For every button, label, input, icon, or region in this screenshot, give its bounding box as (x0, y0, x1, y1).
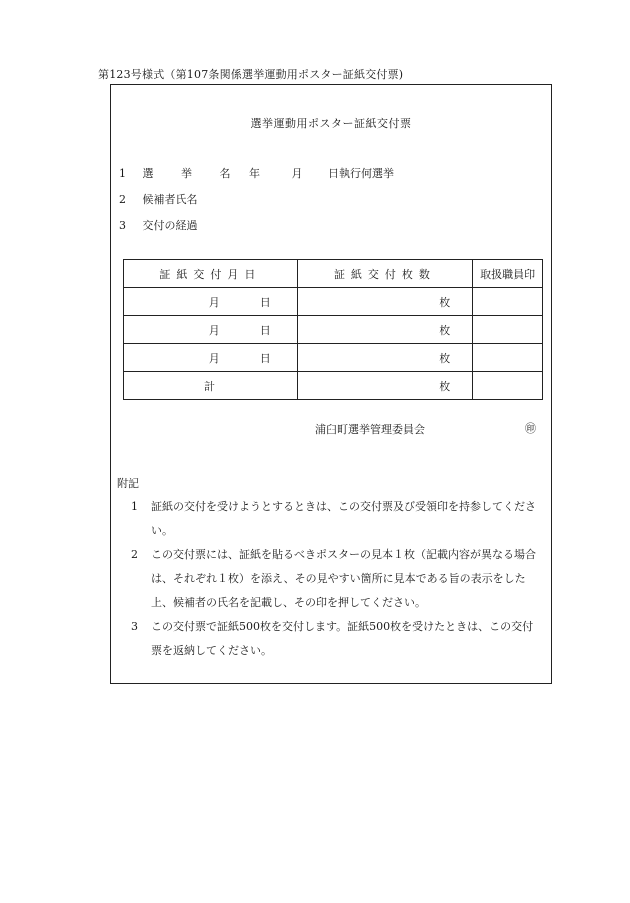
item-label: 選 挙 名 (142, 167, 243, 180)
item-number: 3 (119, 219, 126, 232)
issuance-table (123, 259, 543, 400)
count-cell: 枚 (297, 344, 472, 372)
count-cell: 枚 (297, 288, 472, 316)
form-number: 第123号様式（第107条関係選挙運動用ポスター証紙交付票) (98, 68, 404, 81)
month-label: 月 (208, 351, 220, 365)
date-cell (124, 344, 298, 372)
seal-cell (473, 316, 543, 344)
month-label: 月 (291, 167, 303, 180)
item-number: 1 (119, 167, 126, 180)
header-issue-count: 証紙交付枚数 (297, 260, 472, 288)
day-label: 日 (259, 351, 271, 365)
note-number: 2 (131, 548, 138, 561)
day-election-label: 日執行何選挙 (328, 167, 394, 180)
note-text: 証紙の交付を受けようとするときは、この交付票及び受領印を持参してください。 (151, 500, 536, 537)
date-cell (124, 316, 298, 344)
day-label: 日 (259, 295, 271, 309)
form-title: 選挙運動用ポスター証紙交付票 (250, 117, 412, 130)
note-item (131, 543, 541, 615)
item-label: 候補者氏名 (142, 193, 198, 206)
election-date (249, 165, 394, 181)
table-row (124, 344, 543, 372)
header-issue-date: 証紙交付月日 (124, 260, 298, 288)
note-text: この交付票には、証紙を貼るべきポスターの見本１枚（記載内容が異なる場合は、それぞれ１枚）を添え、その見やすい箇所に見本である旨の表示をした上、候補者の氏名を記載し、その印を押してください。 (151, 548, 536, 609)
year-label: 年 (249, 167, 260, 180)
note-item (131, 615, 541, 663)
note-text: この交付票で証紙500枚を交付します。証紙500枚を受けたときは、この交付票を返納してください。 (151, 620, 534, 657)
item-candidate-name (119, 191, 198, 207)
table-row (124, 288, 543, 316)
month-label: 月 (208, 323, 220, 337)
header-staff-seal: 取扱職員印 (473, 260, 543, 288)
seal-cell (473, 372, 543, 400)
committee-name: 浦臼町選挙管理委員会 (315, 423, 425, 436)
table-row (124, 316, 543, 344)
seal-cell (473, 288, 543, 316)
table-header-row (124, 260, 543, 288)
month-label: 月 (208, 295, 220, 309)
item-number: 2 (119, 193, 126, 206)
total-count-cell: 枚 (297, 372, 472, 400)
seal-cell (473, 344, 543, 372)
note-item (131, 495, 541, 543)
note-number: 1 (131, 500, 138, 513)
notes-heading: 附記 (117, 477, 139, 490)
count-cell: 枚 (297, 316, 472, 344)
item-election-name (119, 165, 394, 181)
item-issuance-history (119, 217, 198, 233)
table-total-row (124, 372, 543, 400)
seal-mark: ㊞ (525, 422, 536, 435)
total-label: 計 (124, 372, 298, 400)
item-label: 交付の経過 (142, 219, 198, 232)
day-label: 日 (259, 323, 271, 337)
date-cell (124, 288, 298, 316)
form-frame (110, 84, 552, 684)
note-number: 3 (131, 620, 138, 633)
